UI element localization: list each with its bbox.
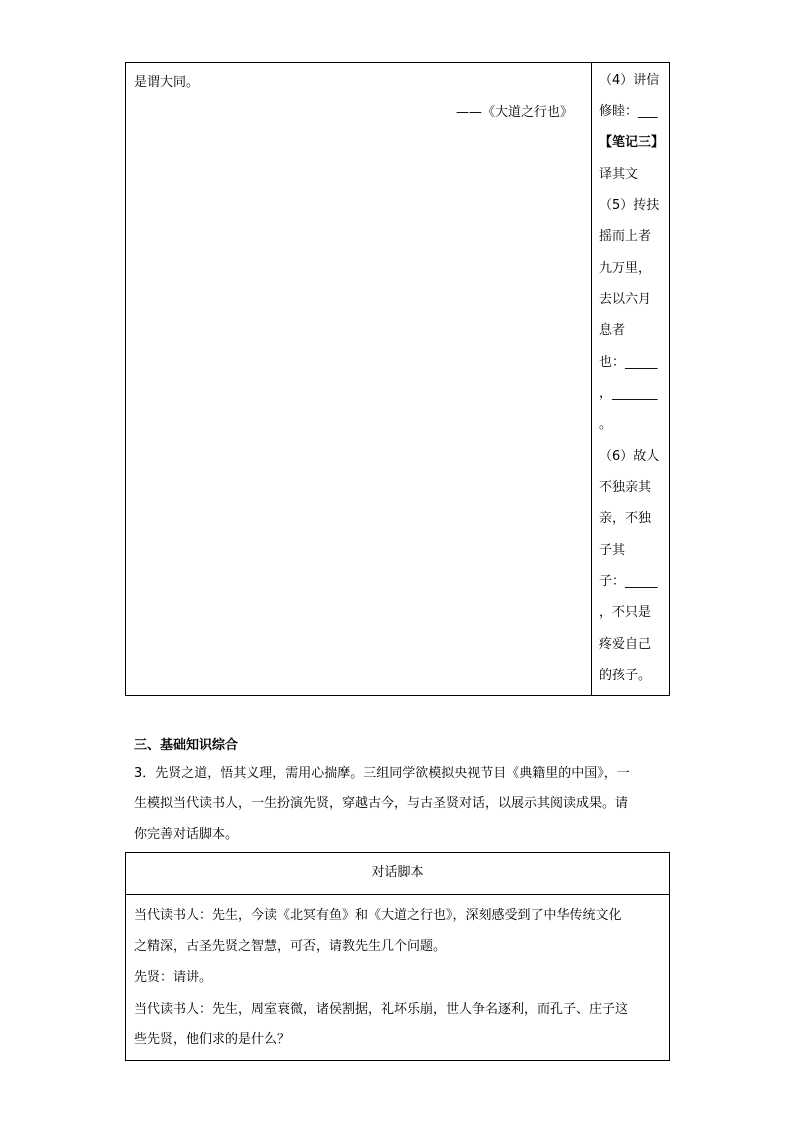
note-line: ，不只是 <box>599 605 652 620</box>
note-line: 子其 <box>599 543 626 558</box>
dialogue-line: 当代读书人：先生，周室衰微，诸侯割据，礼坏乐崩，世人争名逐利，而孔子、庄子这 <box>134 1002 629 1017</box>
note-line: （6）故人 <box>599 449 660 464</box>
note-line: 息者 <box>599 323 626 338</box>
note-line: 不独亲其 <box>599 480 652 495</box>
section-heading: 三、基础知识综合 <box>134 738 239 753</box>
dialogue-line: 当代读书人：先生，今读《北冥有鱼》和《大道之行也》，深刻感受到了中华传统文化 <box>134 908 622 923</box>
note-line: 。 <box>599 417 613 432</box>
question-line: 3．先贤之道，悟其义理，需用心揣摩。三组同学欲模拟央视节目《典籍里的中国》，一 <box>134 766 630 781</box>
note-line: 子：_____ <box>599 574 658 589</box>
note-line: 摇而上者 <box>599 229 652 244</box>
dialogue-table-header: 对话脚本 <box>371 865 424 880</box>
question-line: 生模拟当代读书人，一生扮演先贤，穿越古今，与古圣贤对话，以展示其阅读成果。请 <box>134 796 629 811</box>
passage-source: ——《大道之行也》 <box>456 105 574 120</box>
dialogue-table-header-divider <box>125 894 670 895</box>
note-line: 也：_____ <box>599 355 658 370</box>
question-line: 你完善对话脚本。 <box>134 827 239 842</box>
notes-table-divider <box>591 62 592 696</box>
note-line: 译其文 <box>599 167 639 182</box>
note-line: 九万里， <box>599 261 652 276</box>
dialogue-line: 些先贤，他们求的是什么？ <box>134 1032 291 1047</box>
dialogue-line: 先贤：请讲。 <box>134 970 213 985</box>
dialogue-line: 之精深，古圣先贤之智慧，可否，请教先生几个问题。 <box>134 939 447 954</box>
passage-text: 是谓大同。 <box>134 75 200 90</box>
note-line: ，_______ <box>599 386 658 401</box>
note-line: 【笔记三】 <box>599 135 665 150</box>
notes-table <box>125 62 670 696</box>
note-line: 亲，不独 <box>599 511 652 526</box>
note-line: 疼爱自己 <box>599 637 652 652</box>
note-line: （4）讲信 <box>599 73 660 88</box>
note-line: （5）抟扶 <box>599 198 660 213</box>
dialogue-table <box>125 852 670 1061</box>
note-line: 的孩子。 <box>599 668 652 683</box>
note-line: 修睦：___ <box>599 104 658 119</box>
note-line: 去以六月 <box>599 292 652 307</box>
